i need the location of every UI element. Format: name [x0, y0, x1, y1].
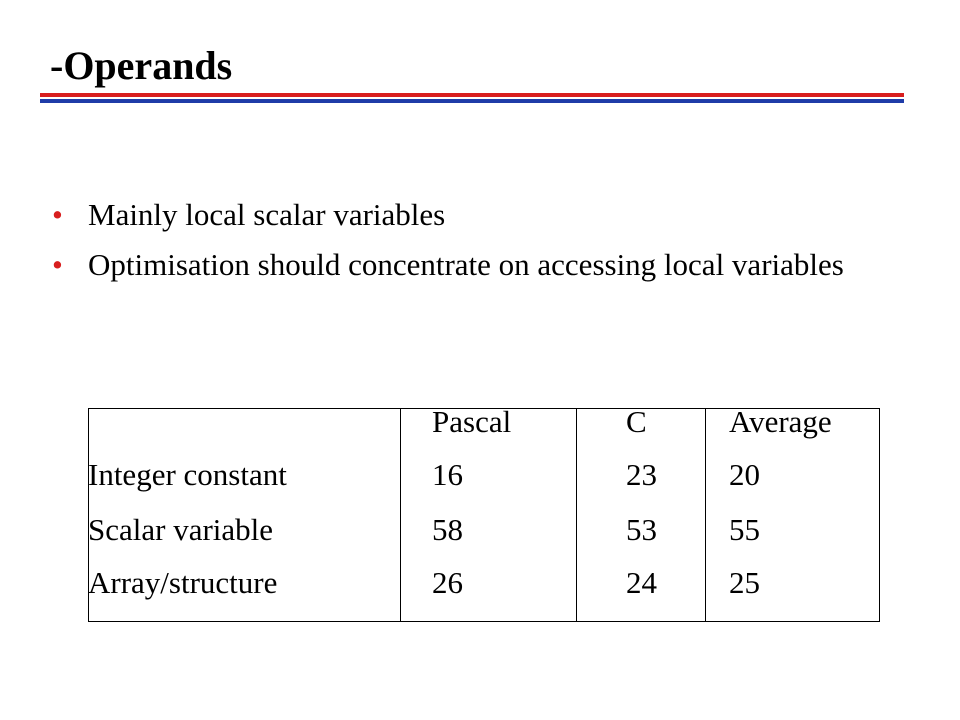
- table-cell-pascal: 26: [432, 565, 463, 600]
- bullet-item: [52, 245, 912, 285]
- table-cell-c: 23: [626, 457, 657, 492]
- bullet-item: [52, 195, 912, 235]
- bullet-list: [52, 195, 912, 295]
- row-label: Array/structure: [88, 565, 278, 600]
- slide-title: -Operands: [50, 43, 233, 88]
- table-cell-c: 53: [626, 512, 657, 547]
- bullet-dot-icon: •: [52, 197, 63, 232]
- column-header-c: C: [626, 404, 647, 439]
- row-label: Scalar variable: [88, 512, 274, 547]
- table-cell-pascal: 16: [432, 457, 463, 492]
- table-cell-average: 25: [729, 565, 760, 600]
- bullet-dot-icon: •: [52, 247, 63, 282]
- row-label: Integer constant: [88, 457, 287, 492]
- bullet-text: Mainly local scalar variables: [88, 197, 446, 232]
- column-header-average: Average: [729, 404, 832, 439]
- column-divider: [705, 408, 706, 622]
- table-cell-average: 20: [729, 457, 760, 492]
- column-header-pascal: Pascal: [432, 404, 512, 439]
- bullet-text: Optimisation should concentrate on accessing local variables: [88, 247, 844, 282]
- table-cell-c: 24: [626, 565, 657, 600]
- table-cell-average: 55: [729, 512, 760, 547]
- column-divider: [576, 408, 577, 622]
- table-cell-pascal: 58: [432, 512, 463, 547]
- column-divider: [400, 408, 401, 622]
- title-rule-blue: [40, 99, 904, 103]
